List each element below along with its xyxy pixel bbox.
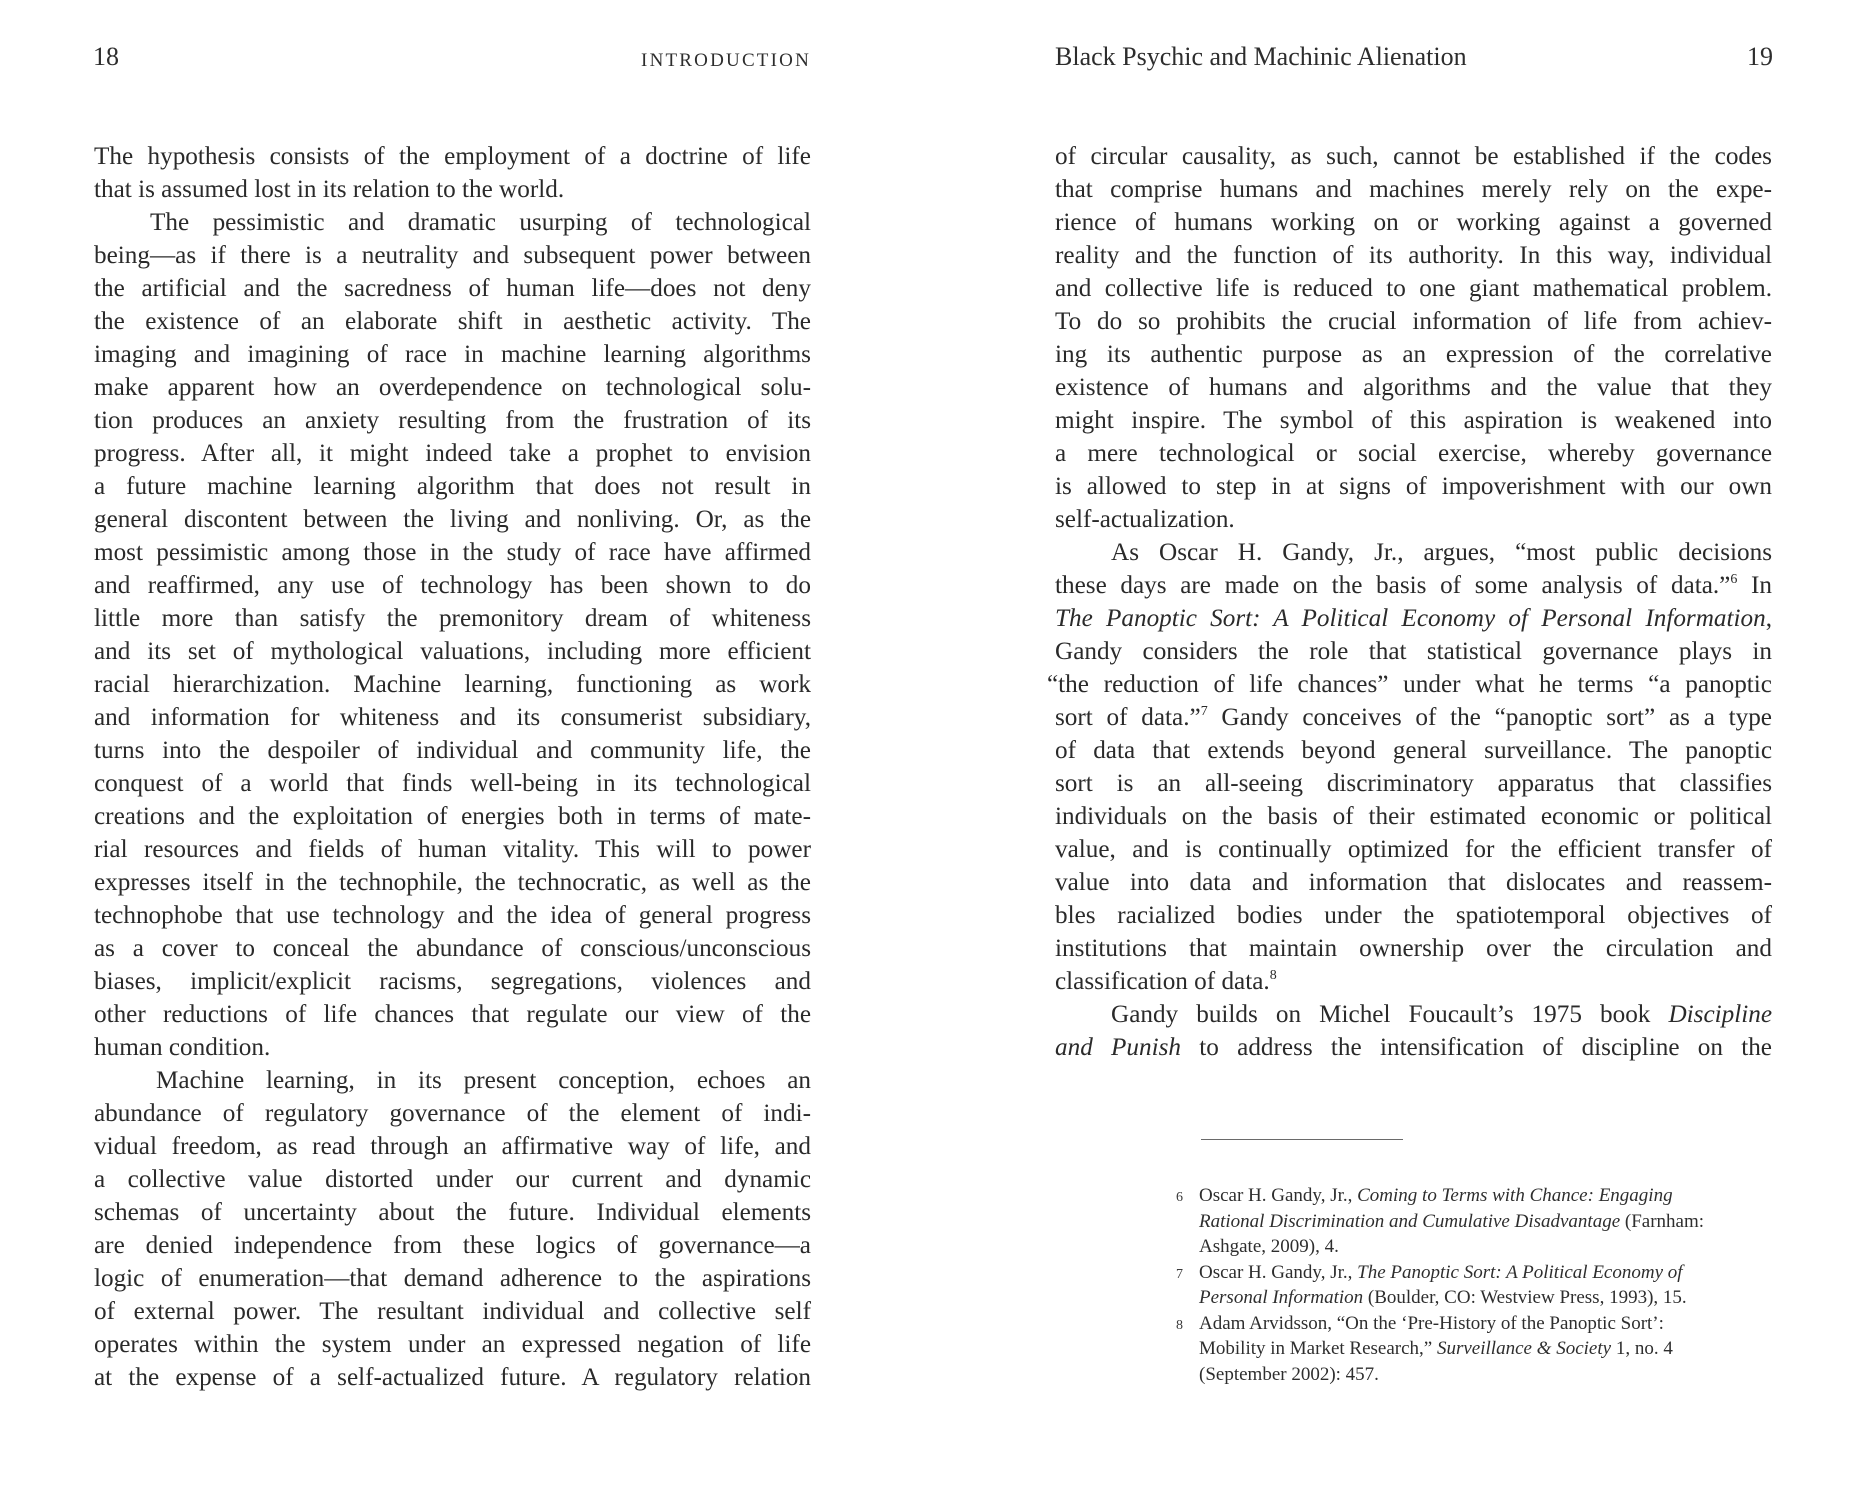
text-line: “the reduction of life chances” under what he terms “a panoptic: [1047, 671, 1772, 698]
left-body-text: [94, 140, 811, 1394]
text-line: and collective life is reduced to one giant mathematical problem.: [1055, 275, 1772, 302]
text-line: being—as if there is a neutrality and subsequent power between: [94, 242, 811, 269]
text-line: ing its authentic purpose as an expression of the correlative: [1055, 341, 1772, 368]
text-line: other reductions of life chances that regulate our view of the: [94, 1001, 811, 1028]
text-line: creations and the exploitation of energies both in terms of mate-: [94, 803, 811, 830]
footnote-number: 8: [1176, 1317, 1183, 1333]
text-line: the artificial and the sacredness of human life—does not deny: [94, 275, 811, 302]
text-line: self-actualization.: [1055, 506, 1235, 533]
paragraph: [1047, 536, 1773, 998]
text-line: The Panoptic Sort: A Political Economy of Personal Information,: [1055, 605, 1772, 632]
page-number-left: 18: [93, 42, 119, 71]
right-page: [928, 0, 1857, 1500]
text-line: little more than satisfy the premonitory dream of whiteness: [94, 605, 811, 632]
text-line: sort of data.”$^7$ Gandy conceives of the “panoptic sort” as a type: [1055, 703, 1772, 731]
text-line: of circular causality, as such, cannot be established if the codes: [1055, 143, 1772, 170]
footnotes: [1176, 1183, 1714, 1387]
text-line: imaging and imagining of race in machine learning algorithms: [94, 341, 811, 368]
text-line: The hypothesis consists of the employment of a doctrine of life: [94, 143, 811, 170]
book-title: and Punish: [1055, 1034, 1182, 1061]
paragraph: [94, 206, 811, 1064]
text-line: institutions that maintain ownership over the circulation and: [1055, 935, 1772, 962]
text-line: human condition.: [94, 1034, 271, 1061]
paragraph: [1055, 998, 1772, 1064]
text-line: might inspire. The symbol of this aspiration is weakened into: [1055, 407, 1772, 434]
text-line: operates within the system under an expressed negation of life: [94, 1331, 811, 1358]
paragraph: [94, 1064, 811, 1394]
text-line: reality and the function of its authority. In this way, individual: [1055, 242, 1772, 269]
text-line: existence of humans and algorithms and the value that they: [1055, 374, 1772, 401]
text-line: that comprise humans and machines merely rely on the expe-: [1055, 176, 1772, 203]
text-line: progress. After all, it might indeed take a prophet to envision: [94, 440, 811, 467]
text-line: value into data and information that dislocates and reassem-: [1055, 869, 1772, 896]
footnote-divider: [1201, 1139, 1403, 1140]
text-line: vidual freedom, as read through an affirmative way of life, and: [94, 1133, 811, 1160]
text-line: of external power. The resultant individual and collective self: [94, 1298, 811, 1325]
text-line: of data that extends beyond general surveillance. The panoptic: [1055, 737, 1772, 764]
text-line: and its set of mythological valuations, including more efficient: [94, 638, 811, 665]
text-line: technophobe that use technology and the idea of general progress: [94, 902, 811, 929]
text-line: Gandy builds on Michel Foucault’s 1975 book Discipline: [1111, 1001, 1772, 1028]
text-line: conquest of a world that finds well-being in its technological: [94, 770, 811, 797]
footnote-ref-6[interactable]: 6: [1730, 571, 1738, 587]
footnote-8: 8 Adam Arvidsson, “On the ‘Pre-History of the Panoptic Sort’: Mobility in Market Research,” Surveillance & Society 1, no. 4 (September 2002): 457.: [1176, 1312, 1673, 1385]
text-line: To do so prohibits the crucial information of life from achiev-: [1055, 308, 1772, 335]
text-line: are denied independence from these logics of governance—a: [94, 1232, 811, 1259]
text-line: sort is an all-seeing discriminatory apparatus that classifies: [1055, 770, 1772, 797]
paragraph: [94, 140, 811, 206]
text-line: is allowed to step in at signs of impoverishment with our own: [1055, 473, 1772, 500]
text-line: bles racialized bodies under the spatiotemporal objectives of: [1055, 902, 1772, 929]
text-line: most pessimistic among those in the study of race have affirmed: [94, 539, 811, 566]
text-line: Machine learning, in its present conception, echoes an: [156, 1067, 811, 1094]
text-line: at the expense of a self-actualized future. A regulatory relation: [94, 1364, 811, 1391]
footnote-ref-8[interactable]: 8: [1269, 967, 1277, 983]
footnote-7: 7 Oscar H. Gandy, Jr., The Panoptic Sort: A Political Economy of Personal Information (Boulder, CO: Westview Press, 1993), 15.: [1176, 1261, 1687, 1308]
text-line: expresses itself in the technophile, the technocratic, as well as the: [94, 869, 811, 896]
text-line: and Punish to address the intensification of discipline on the: [1055, 1034, 1772, 1061]
text-line: value, and is continually optimized for the efficient transfer of: [1055, 836, 1772, 863]
text-line: and reaffirmed, any use of technology has been shown to do: [94, 572, 811, 599]
text-line: and information for whiteness and its consumerist subsidiary,: [94, 704, 811, 731]
text-line: rience of humans working on or working against a governed: [1055, 209, 1772, 236]
right-body-text: [1047, 140, 1773, 1064]
page-number-right: 19: [1747, 42, 1773, 71]
text-line: make apparent how an overdependence on technological solu-: [94, 374, 811, 401]
running-head-right: Black Psychic and Machinic Alienation: [1055, 42, 1467, 71]
book-title: Discipline: [1668, 1001, 1772, 1028]
text-line: that is assumed lost in its relation to the world.: [94, 176, 565, 203]
text-line: The pessimistic and dramatic usurping of technological: [150, 209, 811, 236]
text-line: general discontent between the living and nonliving. Or, as the: [94, 506, 811, 533]
paragraph: [1055, 140, 1772, 536]
text-line: logic of enumeration—that demand adherence to the aspirations: [94, 1265, 811, 1292]
text-line: abundance of regulatory governance of the element of indi-: [94, 1100, 811, 1127]
text-line: turns into the despoiler of individual and community life, the: [94, 737, 811, 764]
text-line: these days are made on the basis of some analysis of data.”$^6$ In: [1055, 571, 1773, 599]
text-line: a collective value distorted under our current and dynamic: [94, 1166, 811, 1193]
footnote-ref-7[interactable]: 7: [1200, 703, 1208, 719]
footnote-number: 6: [1176, 1190, 1183, 1205]
running-head-left: INTRODUCTION: [641, 50, 811, 71]
text-line: the existence of an elaborate shift in aesthetic activity. The: [94, 308, 811, 335]
text-line: racial hierarchization. Machine learning, functioning as work: [94, 671, 811, 698]
text-line: schemas of uncertainty about the future. Individual elements: [94, 1199, 811, 1226]
text-line: rial resources and fields of human vitality. This will to power: [94, 836, 811, 863]
book-title: The Panoptic Sort: A Political Economy of Personal Information: [1055, 605, 1766, 632]
text-line: as a cover to conceal the abundance of conscious/unconscious: [94, 935, 811, 962]
text-line: a future machine learning algorithm that does not result in: [94, 473, 811, 500]
footnote-6: 6 Oscar H. Gandy, Jr., Coming to Terms with Chance: Engaging Rational Discrimination and Cumulative Disadvantage (Farnham: Ashgate, 2009), 4.: [1176, 1185, 1705, 1257]
text-line: individuals on the basis of their estimated economic or political: [1055, 803, 1772, 830]
text-line: biases, implicit/explicit racisms, segregations, violences and: [94, 968, 811, 995]
footnote-number: 7: [1176, 1266, 1183, 1282]
text-line: classification of data.$^8$: [1055, 967, 1277, 995]
left-page: [0, 0, 928, 1500]
text-line: a mere technological or social exercise, whereby governance: [1055, 440, 1772, 467]
text-line: As Oscar H. Gandy, Jr., argues, “most public decisions: [1111, 539, 1772, 566]
text-line: Gandy considers the role that statistical governance plays in: [1055, 638, 1772, 665]
text-line: tion produces an anxiety resulting from the frustration of its: [94, 407, 811, 434]
